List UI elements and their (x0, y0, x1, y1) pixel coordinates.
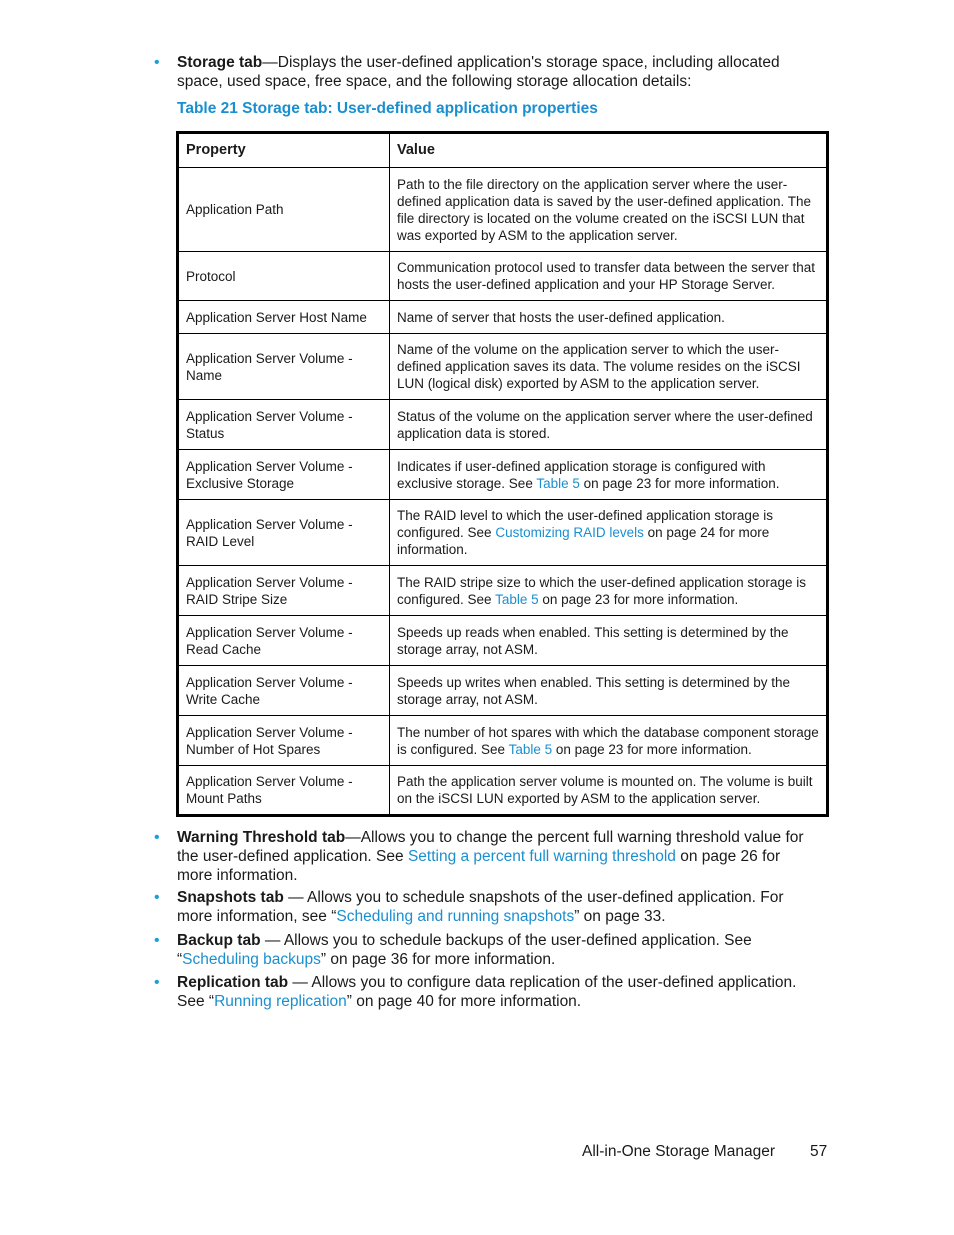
header-value: Value (390, 133, 828, 168)
value-text: Indicates if user-defined application storage is configured with exclusive storage. See (397, 458, 766, 491)
value-cell (390, 168, 828, 252)
value-cell (390, 334, 828, 400)
value-text: The RAID stripe size to which the user-defined application storage is configured. See (397, 574, 806, 607)
header-property: Property (178, 133, 390, 168)
table-header-row (178, 133, 828, 168)
bullet-icon: • (154, 932, 160, 949)
value-link[interactable]: Table 5 (536, 475, 580, 491)
property-cell: Application Server Volume - Number of Hot Spares (178, 716, 390, 766)
bullet-link[interactable]: Running replication (214, 993, 347, 1010)
table-row (178, 400, 828, 450)
table-row (178, 334, 828, 400)
bullet-text: — Allows you to schedule snapshots of the user-defined application. For more information, see “ (177, 889, 784, 925)
property-cell: Application Server Volume - Status (178, 400, 390, 450)
bullet-text: —Allows you to change the percent full warning threshold value for the user-defined application. See (177, 829, 804, 865)
property-cell: Application Server Volume - Name (178, 334, 390, 400)
bullet-link[interactable]: Scheduling and running snapshots (336, 908, 575, 925)
bullet-bold-label: Storage tab (177, 54, 263, 71)
value-text: on page 23 for more information. (552, 741, 752, 757)
bullet-text: ” on page 36 for more information. (320, 951, 556, 968)
value-text: The number of hot spares with which the database component storage is configured. See (397, 724, 819, 757)
bullet-icon: • (154, 829, 160, 846)
value-cell (390, 450, 828, 500)
bullet-text: — Allows you to schedule backups of the user-defined application. See “ (177, 932, 752, 968)
table-row (178, 500, 828, 566)
value-cell (390, 666, 828, 716)
tab-bullet (154, 828, 804, 885)
value-text: on page 23 for more information. (579, 475, 780, 491)
bullet-text: ” on page 33. (574, 908, 666, 925)
value-cell (390, 716, 828, 766)
table-caption: Table 21 Storage tab: User-defined application properties (177, 100, 598, 117)
property-cell: Application Server Volume - Read Cache (178, 616, 390, 666)
property-cell: Application Server Host Name (178, 301, 390, 334)
value-text: The RAID level to which the user-defined application storage is configured. See (397, 508, 773, 540)
value-text: Status of the volume on the application server where the user-defined application data is stored. (397, 408, 813, 441)
property-cell: Application Server Volume - Mount Paths (178, 766, 390, 816)
bullet-bold-label: Replication tab (177, 974, 289, 991)
table-row (178, 766, 828, 816)
bullet-text: ” on page 40 for more information. (346, 993, 582, 1010)
value-link[interactable]: Table 5 (508, 741, 553, 757)
value-text: Communication protocol used to transfer data between the server that hosts the user-defined application and your HP Storage Server. (397, 260, 815, 292)
property-cell: Application Server Volume - RAID Level (178, 500, 390, 566)
storage-tab-bullet (154, 53, 804, 91)
tab-bullet (154, 888, 804, 926)
property-cell: Protocol (178, 252, 390, 301)
value-link[interactable]: Table 5 (495, 591, 539, 607)
table-row (178, 450, 828, 500)
tab-bullet (154, 973, 804, 1011)
value-text: Name of the volume on the application server to which the user-defined application saves its data. The volume resides on the iSCSI LUN (logical disk) exported by ASM to the application server. (397, 342, 801, 391)
bullet-bold-label: Backup tab (177, 932, 261, 949)
bullet-bold-label: Warning Threshold tab (177, 829, 346, 846)
footer-title: All-in-One Storage Manager (582, 1143, 775, 1160)
properties-table (176, 131, 829, 817)
value-link[interactable]: Customizing RAID levels (495, 525, 644, 540)
bullet-icon: • (154, 889, 160, 906)
table-row (178, 301, 828, 334)
bullet-bold-label: Snapshots tab (177, 889, 284, 906)
value-cell (390, 500, 828, 566)
bullet-icon: • (154, 974, 160, 991)
value-text: Path to the file directory on the application server where the user-defined application data is saved by the user-defined application. The file directory is located on the volume created on the iSCSI LUN that was exported by ASM to the application server. (397, 176, 812, 243)
property-cell: Application Path (178, 168, 390, 252)
bullet-text: —Displays the user-defined application's storage space, including allocated space, used space, free space, and the following storage allocation details: (177, 54, 780, 90)
value-text: on page 23 for more information. (538, 591, 739, 607)
table-row (178, 616, 828, 666)
value-cell (390, 252, 828, 301)
value-text: on page 24 for more information. (397, 525, 770, 557)
value-cell (390, 766, 828, 816)
page-number: 57 (810, 1143, 828, 1160)
table-row (178, 716, 828, 766)
tab-bullet (154, 931, 804, 969)
bullet-link[interactable]: Scheduling backups (182, 951, 321, 968)
bullet-icon: • (154, 54, 160, 71)
value-text: Speeds up writes when enabled. This setting is determined by the storage array, not ASM. (397, 674, 790, 707)
value-cell (390, 616, 828, 666)
value-cell (390, 301, 828, 334)
property-cell: Application Server Volume - Exclusive Storage (178, 450, 390, 500)
table-row (178, 566, 828, 616)
property-cell: Application Server Volume - Write Cache (178, 666, 390, 716)
value-cell (390, 400, 828, 450)
property-cell: Application Server Volume - RAID Stripe Size (178, 566, 390, 616)
value-text: Name of server that hosts the user-defined application. (397, 309, 725, 325)
table-row (178, 168, 828, 252)
bullet-link[interactable]: Setting a percent full warning threshold (407, 848, 676, 865)
table-row (178, 252, 828, 301)
bullet-text: on page 26 for more information. (177, 848, 781, 884)
value-text: Path the application server volume is mounted on. The volume is built on the iSCSI LUN exported by ASM to the application server. (397, 774, 813, 806)
value-text: Speeds up reads when enabled. This setting is determined by the storage array, not ASM. (397, 624, 789, 657)
bullet-text: — Allows you to configure data replication of the user-defined application. See “ (177, 974, 797, 1010)
value-cell (390, 566, 828, 616)
table-row (178, 666, 828, 716)
